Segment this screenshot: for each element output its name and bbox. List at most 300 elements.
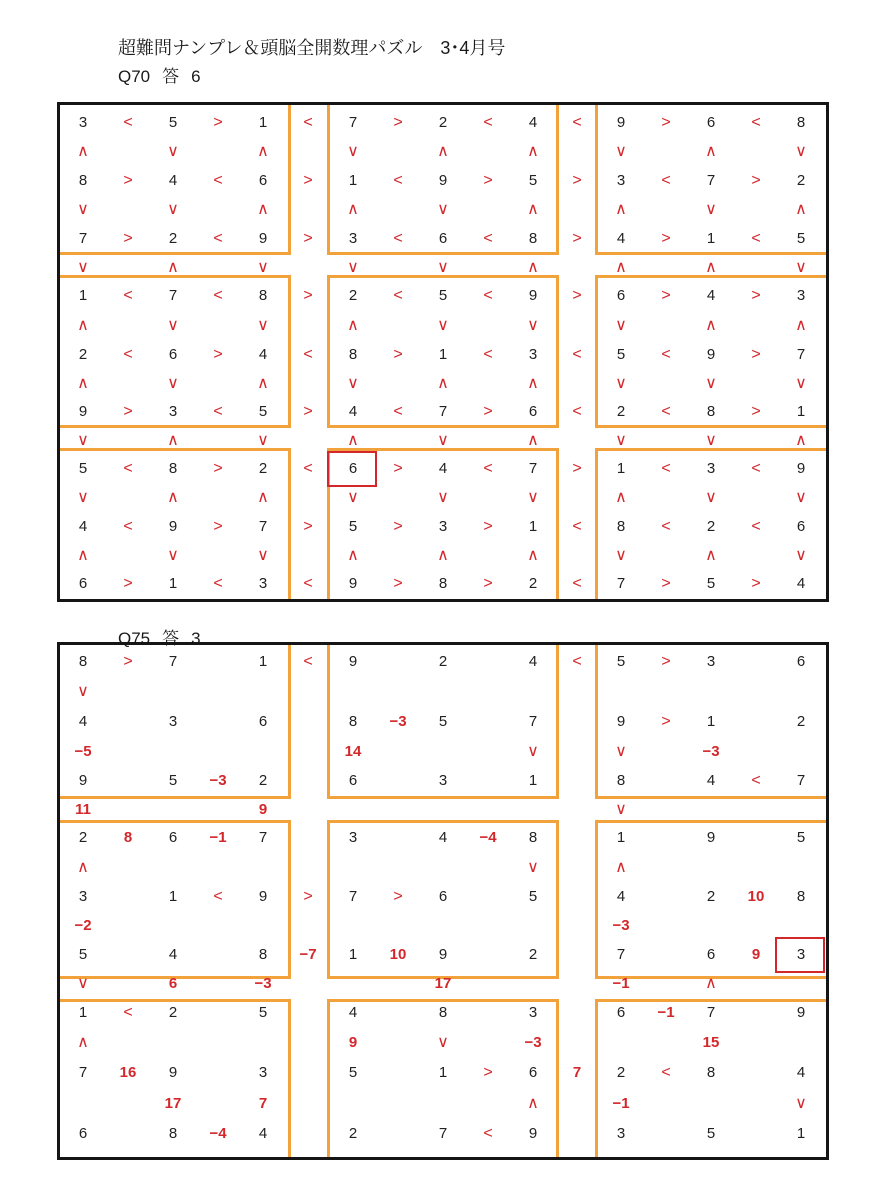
clue-vertical: ∨ [527, 742, 539, 760]
grid-cell[interactable]: 7 [528, 460, 538, 477]
grid-cell[interactable]: 7 [348, 888, 358, 905]
clue-vertical: ∧ [437, 546, 449, 564]
grid-cell[interactable]: 8 [528, 829, 538, 846]
grid-cell[interactable]: 2 [168, 1004, 178, 1021]
clue-horizontal: 7 [572, 1064, 582, 1081]
grid-cell[interactable]: 4 [348, 1004, 358, 1021]
clue-vertical: ∧ [437, 374, 449, 392]
grid-cell[interactable]: 8 [348, 713, 358, 730]
grid-cell[interactable]: 6 [78, 1125, 88, 1142]
grid-cell[interactable]: 4 [528, 114, 538, 131]
clue-vertical: ∧ [77, 374, 89, 392]
grid-cell[interactable]: 7 [168, 287, 178, 304]
grid-cell[interactable]: 6 [258, 172, 268, 189]
puzzle2-answer: 3 [191, 629, 201, 648]
clue-horizontal: > [303, 888, 313, 905]
clue-horizontal: > [661, 653, 671, 670]
grid-cell[interactable]: 5 [706, 575, 716, 592]
grid-cell[interactable]: 4 [168, 946, 178, 963]
grid-cell[interactable]: 3 [796, 946, 806, 963]
grid-cell[interactable]: 1 [348, 172, 358, 189]
grid-cell[interactable]: 2 [348, 287, 358, 304]
clue-horizontal: > [751, 172, 761, 189]
grid-cell[interactable]: 9 [616, 713, 626, 730]
grid-cell[interactable]: 9 [616, 114, 626, 131]
clue-vertical: −5 [74, 742, 92, 760]
clue-horizontal: > [483, 575, 493, 592]
clue-vertical: ∧ [615, 858, 627, 876]
clue-vertical: −3 [524, 1034, 542, 1051]
clue-vertical: ∧ [167, 258, 179, 276]
clue-horizontal: < [123, 114, 133, 131]
grid-cell[interactable]: 7 [616, 575, 626, 592]
clue-horizontal: < [751, 114, 761, 131]
clue-vertical: ∧ [257, 201, 269, 218]
grid-cell[interactable]: 9 [348, 653, 358, 670]
clue-vertical: ∨ [615, 431, 627, 449]
clue-vertical: ∧ [347, 431, 359, 449]
clue-vertical: ∨ [77, 431, 89, 449]
clue-vertical: ∧ [527, 431, 539, 449]
clue-horizontal: > [483, 172, 493, 189]
grid-cell[interactable]: 7 [258, 829, 268, 846]
grid-cell[interactable]: 1 [168, 888, 178, 905]
clue-vertical: 7 [258, 1094, 268, 1112]
clue-horizontal: 16 [119, 1064, 137, 1081]
grid-cell[interactable]: 4 [706, 287, 716, 304]
grid-cell[interactable]: 6 [796, 518, 806, 535]
grid-cell[interactable]: 5 [528, 888, 538, 905]
clue-vertical: ∨ [167, 374, 179, 392]
grid-cell[interactable]: 4 [796, 1064, 806, 1081]
grid-cell[interactable]: 9 [796, 460, 806, 477]
clue-horizontal: < [483, 230, 493, 247]
grid-cell[interactable]: 1 [528, 518, 538, 535]
grid-cell[interactable]: 4 [348, 403, 358, 420]
grid-cell[interactable]: 2 [796, 713, 806, 730]
clue-horizontal: < [751, 518, 761, 535]
grid-cell[interactable]: 4 [706, 772, 716, 789]
grid-cell[interactable]: 3 [616, 172, 626, 189]
grid-cell[interactable]: 1 [616, 460, 626, 477]
grid-cell[interactable]: 9 [706, 829, 716, 846]
clue-horizontal: > [393, 575, 403, 592]
grid-cell[interactable]: 8 [796, 114, 806, 131]
grid-cell[interactable]: 2 [528, 575, 538, 592]
clue-vertical: ∨ [347, 143, 359, 160]
grid-cell[interactable]: 6 [528, 403, 538, 420]
grid-cell[interactable]: 1 [78, 287, 88, 304]
grid-cell[interactable]: 5 [438, 287, 448, 304]
clue-horizontal: > [751, 575, 761, 592]
grid-cell[interactable]: 2 [616, 1064, 626, 1081]
grid-cell[interactable]: 6 [168, 829, 178, 846]
grid-cell[interactable]: 2 [78, 346, 88, 363]
grid-cell[interactable]: 7 [168, 653, 178, 670]
clue-horizontal: < [123, 1004, 133, 1021]
clue-horizontal: < [751, 230, 761, 247]
clue-horizontal: < [213, 888, 223, 905]
clue-vertical: ∧ [257, 143, 269, 160]
grid-cell[interactable]: 6 [706, 946, 716, 963]
clue-horizontal: > [123, 575, 133, 592]
clue-horizontal: < [303, 346, 313, 363]
clue-vertical: ∧ [257, 489, 269, 506]
grid-cell[interactable]: 5 [796, 829, 806, 846]
grid-cell[interactable]: 3 [616, 1125, 626, 1142]
clue-horizontal: > [303, 172, 313, 189]
grid-cell[interactable]: 5 [348, 518, 358, 535]
clue-vertical: ∧ [795, 431, 807, 449]
grid-cell[interactable]: 5 [796, 230, 806, 247]
clue-vertical: ∧ [527, 1094, 539, 1112]
clue-vertical: ∧ [705, 546, 717, 564]
grid-cell[interactable]: 9 [348, 575, 358, 592]
clue-horizontal: < [661, 403, 671, 420]
grid-cell[interactable]: 8 [706, 1064, 716, 1081]
grid-cell[interactable]: 6 [438, 230, 448, 247]
clue-vertical: ∨ [437, 258, 449, 276]
grid-cell[interactable]: 4 [78, 713, 88, 730]
grid-cell[interactable]: 7 [258, 518, 268, 535]
grid-cell[interactable]: 3 [168, 713, 178, 730]
answer-cell-highlight [775, 937, 825, 973]
clue-vertical: ∨ [795, 489, 807, 506]
grid-cell[interactable]: 7 [348, 114, 358, 131]
grid-cell[interactable]: 5 [706, 1125, 716, 1142]
clue-horizontal: < [213, 287, 223, 304]
grid-cell[interactable]: 2 [78, 829, 88, 846]
grid-cell[interactable]: 5 [348, 1064, 358, 1081]
clue-vertical: ∨ [167, 316, 179, 334]
grid-cell[interactable]: 4 [616, 230, 626, 247]
clue-vertical: ∧ [705, 975, 717, 992]
clue-horizontal: < [661, 518, 671, 535]
grid-cell[interactable]: 4 [438, 829, 448, 846]
grid-cell[interactable]: 6 [78, 575, 88, 592]
clue-vertical: 17 [164, 1094, 182, 1112]
clue-horizontal: > [123, 172, 133, 189]
clue-vertical: ∨ [77, 489, 89, 506]
grid-cell[interactable]: 4 [258, 346, 268, 363]
grid-cell[interactable]: 3 [706, 653, 716, 670]
grid-cell[interactable]: 3 [78, 888, 88, 905]
grid-cell[interactable]: 1 [706, 713, 716, 730]
grid-cell[interactable]: 4 [796, 575, 806, 592]
grid-cell[interactable]: 2 [438, 114, 448, 131]
clue-vertical: ∧ [795, 316, 807, 334]
clue-vertical: ∨ [795, 258, 807, 276]
clue-vertical: ∧ [615, 489, 627, 506]
grid-cell[interactable]: 1 [348, 946, 358, 963]
clue-vertical: 15 [702, 1034, 720, 1051]
grid-cell[interactable]: 1 [258, 653, 268, 670]
grid-cell[interactable]: 8 [528, 230, 538, 247]
clue-vertical: −2 [74, 917, 92, 934]
clue-vertical: ∨ [615, 800, 627, 818]
grid-cell[interactable]: 8 [258, 287, 268, 304]
grid-cell[interactable]: 7 [438, 403, 448, 420]
clue-horizontal: > [303, 230, 313, 247]
clue-horizontal: 10 [389, 946, 407, 963]
clue-vertical: ∨ [77, 258, 89, 276]
grid-cell[interactable]: 7 [438, 1125, 448, 1142]
grid-cell[interactable]: 6 [706, 114, 716, 131]
clue-horizontal: > [213, 518, 223, 535]
grid-cell[interactable]: 8 [796, 888, 806, 905]
clue-horizontal: < [393, 287, 403, 304]
clue-vertical: ∧ [347, 546, 359, 564]
clue-horizontal: < [123, 287, 133, 304]
grid-cell[interactable]: 8 [78, 653, 88, 670]
clue-horizontal: < [123, 460, 133, 477]
answer-cell-highlight [327, 451, 377, 487]
grid-cell[interactable]: 3 [258, 575, 268, 592]
grid-cell[interactable]: 8 [616, 772, 626, 789]
clue-vertical: ∨ [615, 374, 627, 392]
clue-vertical: ∨ [257, 431, 269, 449]
clue-horizontal: < [751, 460, 761, 477]
clue-horizontal: −3 [389, 713, 407, 730]
grid-cell[interactable]: 1 [796, 403, 806, 420]
clue-vertical: ∧ [77, 858, 89, 876]
clue-vertical: ∨ [77, 683, 89, 700]
grid-cell[interactable]: 3 [796, 287, 806, 304]
clue-horizontal: < [483, 1125, 493, 1142]
clue-vertical: ∨ [77, 201, 89, 218]
grid-cell[interactable]: 2 [706, 518, 716, 535]
clue-horizontal: −1 [209, 829, 227, 846]
grid-cell[interactable]: 2 [706, 888, 716, 905]
clue-vertical: ∨ [705, 489, 717, 506]
grid-cell[interactable]: 3 [168, 403, 178, 420]
grid-cell[interactable]: 5 [168, 772, 178, 789]
clue-horizontal: −4 [479, 829, 497, 846]
clue-vertical: ∨ [795, 1094, 807, 1112]
grid-cell[interactable]: 7 [706, 172, 716, 189]
clue-horizontal: > [393, 888, 403, 905]
grid-cell[interactable]: 9 [528, 287, 538, 304]
grid-cell[interactable]: 3 [528, 346, 538, 363]
grid-cell[interactable]: 8 [348, 346, 358, 363]
puzzle1-board [57, 102, 829, 602]
grid-cell[interactable]: 7 [616, 946, 626, 963]
grid-cell[interactable]: 7 [706, 1004, 716, 1021]
grid-cell[interactable]: 3 [528, 1004, 538, 1021]
clue-horizontal: > [483, 1064, 493, 1081]
clue-horizontal: < [483, 114, 493, 131]
clue-vertical: ∧ [77, 546, 89, 564]
grid-cell[interactable]: 5 [78, 460, 88, 477]
grid-cell[interactable]: 1 [528, 772, 538, 789]
grid-cell[interactable]: 2 [348, 1125, 358, 1142]
clue-vertical: ∨ [705, 431, 717, 449]
grid-cell[interactable]: 9 [258, 888, 268, 905]
clue-horizontal: < [572, 653, 582, 670]
grid-cell[interactable]: 5 [168, 114, 178, 131]
puzzle1-answer: 6 [191, 67, 201, 86]
clue-horizontal: > [572, 172, 582, 189]
clue-vertical: ∨ [347, 258, 359, 276]
grid-cell[interactable]: 3 [438, 772, 448, 789]
grid-cell[interactable]: 9 [78, 772, 88, 789]
grid-cell[interactable]: 5 [78, 946, 88, 963]
grid-cell[interactable]: 5 [528, 172, 538, 189]
grid-cell[interactable]: 5 [616, 346, 626, 363]
clue-horizontal: < [303, 114, 313, 131]
grid-cell[interactable]: 9 [438, 172, 448, 189]
grid-cell[interactable]: 4 [168, 172, 178, 189]
grid-cell[interactable]: 7 [796, 772, 806, 789]
grid-cell[interactable]: 6 [438, 888, 448, 905]
clue-vertical: ∧ [347, 201, 359, 218]
clue-horizontal: −4 [209, 1125, 227, 1142]
clue-horizontal: > [751, 346, 761, 363]
grid-cell[interactable]: 1 [796, 1125, 806, 1142]
clue-vertical: ∧ [527, 201, 539, 218]
clue-horizontal: > [661, 287, 671, 304]
grid-cell[interactable]: 8 [616, 518, 626, 535]
grid-cell[interactable]: 8 [168, 1125, 178, 1142]
clue-vertical: ∨ [167, 546, 179, 564]
grid-cell[interactable]: 8 [438, 575, 448, 592]
clue-horizontal: > [572, 230, 582, 247]
grid-cell[interactable]: 5 [258, 1004, 268, 1021]
clue-horizontal: < [213, 172, 223, 189]
grid-cell[interactable]: 5 [616, 653, 626, 670]
puzzle2-label: Q75 [118, 629, 151, 648]
grid-cell[interactable]: 9 [706, 346, 716, 363]
clue-vertical: 14 [344, 742, 362, 760]
clue-horizontal: < [661, 346, 671, 363]
grid-cell[interactable]: 2 [796, 172, 806, 189]
clue-vertical: ∧ [705, 143, 717, 160]
grid-cell[interactable]: 4 [438, 460, 448, 477]
grid-cell[interactable]: 6 [796, 653, 806, 670]
grid-cell[interactable]: 2 [438, 653, 448, 670]
grid-cell[interactable]: 2 [168, 230, 178, 247]
clue-horizontal: > [303, 403, 313, 420]
clue-vertical: ∧ [77, 316, 89, 334]
grid-cell[interactable]: 6 [616, 1004, 626, 1021]
grid-cell[interactable]: 9 [258, 230, 268, 247]
grid-cell[interactable]: 7 [796, 346, 806, 363]
grid-cell[interactable]: 9 [168, 1064, 178, 1081]
grid-cell[interactable]: 4 [616, 888, 626, 905]
clue-vertical: −3 [702, 742, 720, 760]
clue-vertical: ∨ [167, 201, 179, 218]
grid-cell[interactable]: 6 [168, 346, 178, 363]
grid-cell[interactable]: 1 [258, 114, 268, 131]
clue-horizontal: < [303, 460, 313, 477]
grid-cell[interactable]: 5 [438, 713, 448, 730]
clue-horizontal: < [393, 172, 403, 189]
clue-horizontal: > [123, 653, 133, 670]
grid-cell[interactable]: 2 [528, 946, 538, 963]
clue-vertical: ∨ [437, 316, 449, 334]
grid-cell[interactable]: 1 [438, 1064, 448, 1081]
grid-cell[interactable]: 1 [78, 1004, 88, 1021]
grid-cell[interactable]: 6 [258, 713, 268, 730]
grid-cell[interactable]: 7 [528, 713, 538, 730]
clue-horizontal: > [572, 287, 582, 304]
grid-cell[interactable]: 9 [168, 518, 178, 535]
grid-cell[interactable]: 8 [168, 460, 178, 477]
clue-vertical: 9 [258, 800, 268, 818]
grid-cell[interactable]: 3 [348, 829, 358, 846]
clue-horizontal: −7 [299, 946, 317, 963]
grid-cell[interactable]: 8 [78, 172, 88, 189]
grid-cell[interactable]: 3 [258, 1064, 268, 1081]
clue-vertical: ∨ [347, 374, 359, 392]
grid-cell[interactable]: 1 [438, 346, 448, 363]
clue-horizontal: < [661, 172, 671, 189]
grid-cell[interactable]: 9 [796, 1004, 806, 1021]
grid-cell[interactable]: 1 [168, 575, 178, 592]
grid-cell[interactable]: 3 [438, 518, 448, 535]
puzzle1-answer-label: 答 [162, 67, 180, 86]
grid-cell[interactable]: 4 [258, 1125, 268, 1142]
clue-horizontal: < [661, 1064, 671, 1081]
grid-cell[interactable]: 2 [616, 403, 626, 420]
clue-vertical: 9 [348, 1034, 358, 1051]
clue-horizontal: < [661, 460, 671, 477]
grid-cell[interactable]: 1 [616, 829, 626, 846]
clue-horizontal: < [303, 575, 313, 592]
grid-cell[interactable]: 8 [438, 1004, 448, 1021]
grid-cell[interactable]: 2 [258, 460, 268, 477]
grid-cell[interactable]: 3 [706, 460, 716, 477]
grid-cell[interactable]: 7 [78, 1064, 88, 1081]
clue-vertical: −3 [254, 975, 272, 992]
grid-cell[interactable]: 9 [528, 1125, 538, 1142]
grid-cell[interactable]: 3 [348, 230, 358, 247]
clue-horizontal: > [213, 460, 223, 477]
grid-cell[interactable]: 8 [706, 403, 716, 420]
grid-cell[interactable]: 4 [78, 518, 88, 535]
clue-horizontal: < [123, 346, 133, 363]
clue-vertical: ∨ [705, 374, 717, 392]
puzzle1-label: Q70 [118, 67, 151, 86]
grid-cell[interactable]: 5 [258, 403, 268, 420]
clue-horizontal: −3 [209, 772, 227, 789]
clue-vertical: ∧ [527, 258, 539, 276]
clue-vertical: ∧ [615, 258, 627, 276]
grid-cell[interactable]: 7 [78, 230, 88, 247]
grid-cell[interactable]: 1 [706, 230, 716, 247]
grid-cell[interactable]: 3 [78, 114, 88, 131]
grid-cell[interactable]: 6 [348, 460, 358, 477]
grid-cell[interactable]: 6 [348, 772, 358, 789]
grid-cell[interactable]: 9 [78, 403, 88, 420]
clue-horizontal: < [483, 346, 493, 363]
clue-horizontal: < [303, 653, 313, 670]
grid-cell[interactable]: 4 [528, 653, 538, 670]
clue-vertical: ∧ [705, 316, 717, 334]
grid-cell[interactable]: 8 [258, 946, 268, 963]
clue-vertical: ∨ [705, 201, 717, 218]
grid-cell[interactable]: 2 [258, 772, 268, 789]
clue-vertical: ∨ [795, 546, 807, 564]
clue-horizontal: < [213, 403, 223, 420]
grid-cell[interactable]: 6 [616, 287, 626, 304]
clue-vertical: ∨ [795, 374, 807, 392]
grid-cell[interactable]: 6 [528, 1064, 538, 1081]
clue-vertical: 11 [75, 800, 91, 818]
clue-horizontal: > [661, 575, 671, 592]
grid-cell[interactable]: 9 [438, 946, 448, 963]
clue-horizontal: > [123, 403, 133, 420]
